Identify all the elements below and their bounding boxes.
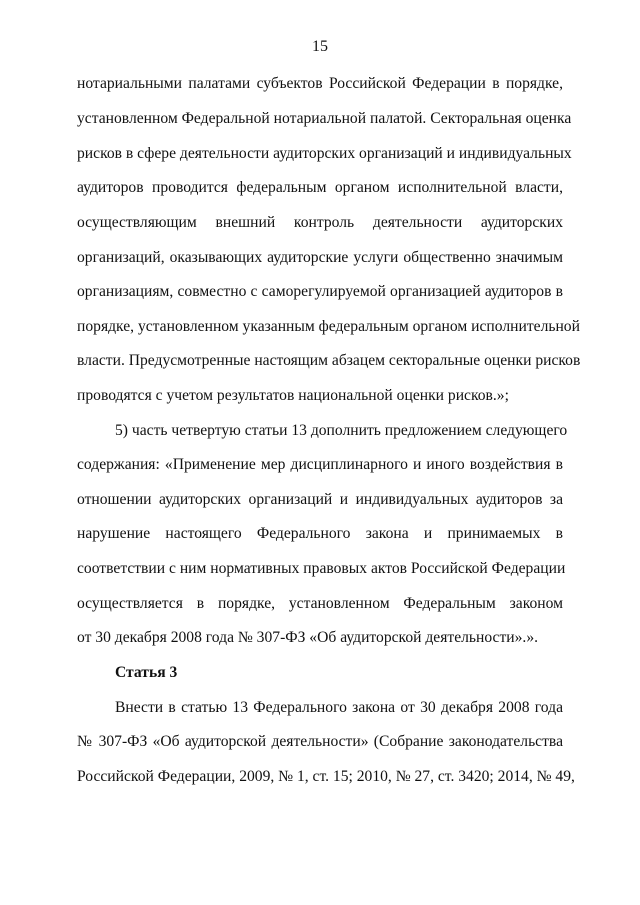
text-line: организаций, оказывающих аудиторские услуги общественно значимым <box>77 249 563 266</box>
text-line: осуществляющим внешний контроль деятельности аудиторских <box>77 214 563 231</box>
text-line: власти. Предусмотренные настоящим абзацем секторальные оценки рисков <box>77 352 581 369</box>
text-line: установленном Федеральной нотариальной палатой. Секторальная оценка <box>77 110 572 127</box>
article-heading: Статья 3 <box>115 664 178 681</box>
text-line: проводятся с учетом результатов национальной оценки рисков.»; <box>77 387 509 404</box>
text-line: осуществляется в порядке, установленном Федеральным законом <box>77 595 563 612</box>
text-line: 5) часть четвертую статьи 13 дополнить предложением следующего <box>115 422 568 439</box>
text-line: Российской Федерации, 2009, № 1, ст. 15; 2010, № 27, ст. 3420; 2014, № 49, <box>77 768 575 785</box>
text-line: от 30 декабря 2008 года № 307-ФЗ «Об аудиторской деятельности».». <box>77 629 539 646</box>
text-line: соответствии с ним нормативных правовых актов Российской Федерации <box>77 560 566 577</box>
text-line: отношении аудиторских организаций и индивидуальных аудиторов за <box>77 491 563 508</box>
text-line: аудиторов проводится федеральным органом исполнительной власти, <box>77 179 563 196</box>
text-line: организациям, совместно с саморегулируемой организацией аудиторов в <box>77 283 563 300</box>
text-line: нарушение настоящего Федерального закона и принимаемых в <box>77 525 563 542</box>
page-number: 15 <box>312 38 328 55</box>
text-line: содержания: «Применение мер дисциплинарного и иного воздействия в <box>77 456 563 473</box>
text-line: № 307-ФЗ «Об аудиторской деятельности» (Собрание законодательства <box>77 733 563 750</box>
text-line: Внести в статью 13 Федерального закона от 30 декабря 2008 года <box>115 699 563 716</box>
text-line: рисков в сфере деятельности аудиторских организаций и индивидуальных <box>77 145 572 162</box>
text-line: порядке, установленном указанным федеральным органом исполнительной <box>77 318 580 335</box>
text-line: нотариальными палатами субъектов Российской Федерации в порядке, <box>77 75 563 92</box>
